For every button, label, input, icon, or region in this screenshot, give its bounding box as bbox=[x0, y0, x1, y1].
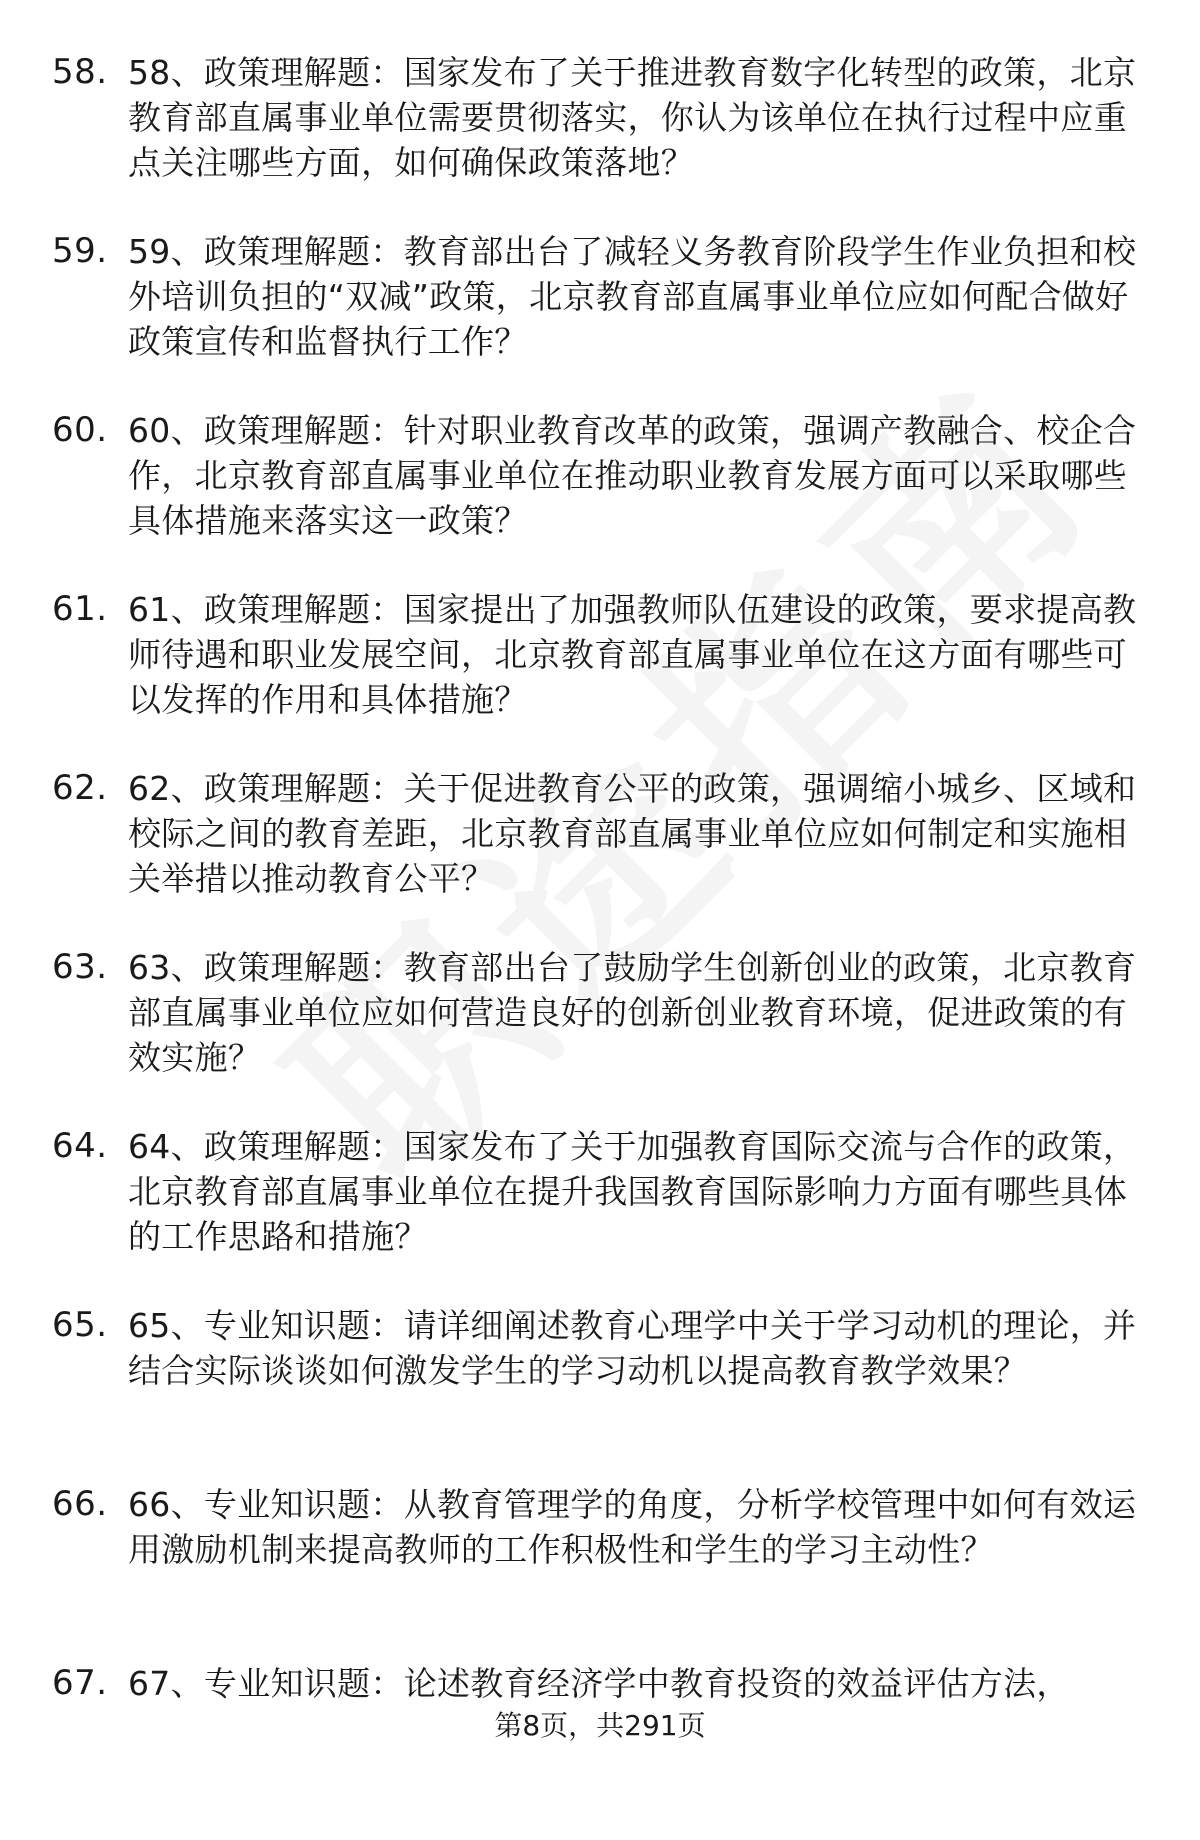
question-item bbox=[0, 1482, 1200, 1661]
question-item bbox=[0, 766, 1200, 945]
question-item bbox=[0, 1303, 1200, 1482]
question-item bbox=[0, 945, 1200, 1124]
question-text: 59、政策理解题：教育部出台了减轻义务教育阶段学生作业负担和校外培训负担的“双减”政策，北京教育部直属事业单位应如何配合做好政策宣传和监督执行工作？ bbox=[128, 232, 1137, 361]
question-text: 65、专业知识题：请详细阐述教育心理学中关于学习动机的理论，并结合实际谈谈如何激发学生的学习动机以提高教育教学效果？ bbox=[128, 1306, 1137, 1390]
question-text: 64、政策理解题：国家发布了关于加强教育国际交流与合作的政策，北京教育部直属事业单位在提升我国教育国际影响力方面有哪些具体的工作思路和措施？ bbox=[128, 1127, 1137, 1256]
page-footer: 第8页，共291页 bbox=[494, 1709, 706, 1742]
question-item bbox=[0, 50, 1200, 229]
question-text: 67、专业知识题：论述教育经济学中教育投资的效益评估方法， bbox=[128, 1664, 1070, 1703]
question-number: 65. bbox=[52, 1305, 108, 1345]
question-number: 60. bbox=[52, 410, 108, 450]
question-item bbox=[0, 587, 1200, 766]
question-text: 66、专业知识题：从教育管理学的角度，分析学校管理中如何有效运用激励机制来提高教师的工作积极性和学生的学习主动性？ bbox=[128, 1485, 1137, 1569]
question-item bbox=[0, 1661, 1200, 1840]
question-number: 58. bbox=[52, 52, 108, 92]
question-number: 63. bbox=[52, 947, 108, 987]
question-text: 61、政策理解题：国家提出了加强教师队伍建设的政策，要求提高教师待遇和职业发展空间，北京教育部直属事业单位在这方面有哪些可以发挥的作用和具体措施？ bbox=[128, 590, 1137, 719]
question-number: 62. bbox=[52, 768, 108, 808]
question-text: 63、政策理解题：教育部出台了鼓励学生创新创业的政策，北京教育部直属事业单位应如何营造良好的创新创业教育环境，促进政策的有效实施？ bbox=[128, 948, 1137, 1077]
question-item bbox=[0, 408, 1200, 587]
question-number: 67. bbox=[52, 1663, 108, 1703]
question-list bbox=[0, 50, 1200, 1840]
question-text: 60、政策理解题：针对职业教育改革的政策，强调产教融合、校企合作，北京教育部直属事业单位在推动职业教育发展方面可以采取哪些具体措施来落实这一政策？ bbox=[128, 411, 1137, 540]
question-text: 58、政策理解题：国家发布了关于推进教育数字化转型的政策，北京教育部直属事业单位需要贯彻落实，你认为该单位在执行过程中应重点关注哪些方面，如何确保政策落地？ bbox=[128, 53, 1137, 182]
question-number: 59. bbox=[52, 231, 108, 271]
question-number: 64. bbox=[52, 1126, 108, 1166]
question-number: 61. bbox=[52, 589, 108, 629]
question-text: 62、政策理解题：关于促进教育公平的政策，强调缩小城乡、区域和校际之间的教育差距，北京教育部直属事业单位应如何制定和实施相关举措以推动教育公平？ bbox=[128, 769, 1137, 898]
question-item bbox=[0, 1124, 1200, 1303]
question-item bbox=[0, 229, 1200, 408]
question-number: 66. bbox=[52, 1484, 108, 1524]
